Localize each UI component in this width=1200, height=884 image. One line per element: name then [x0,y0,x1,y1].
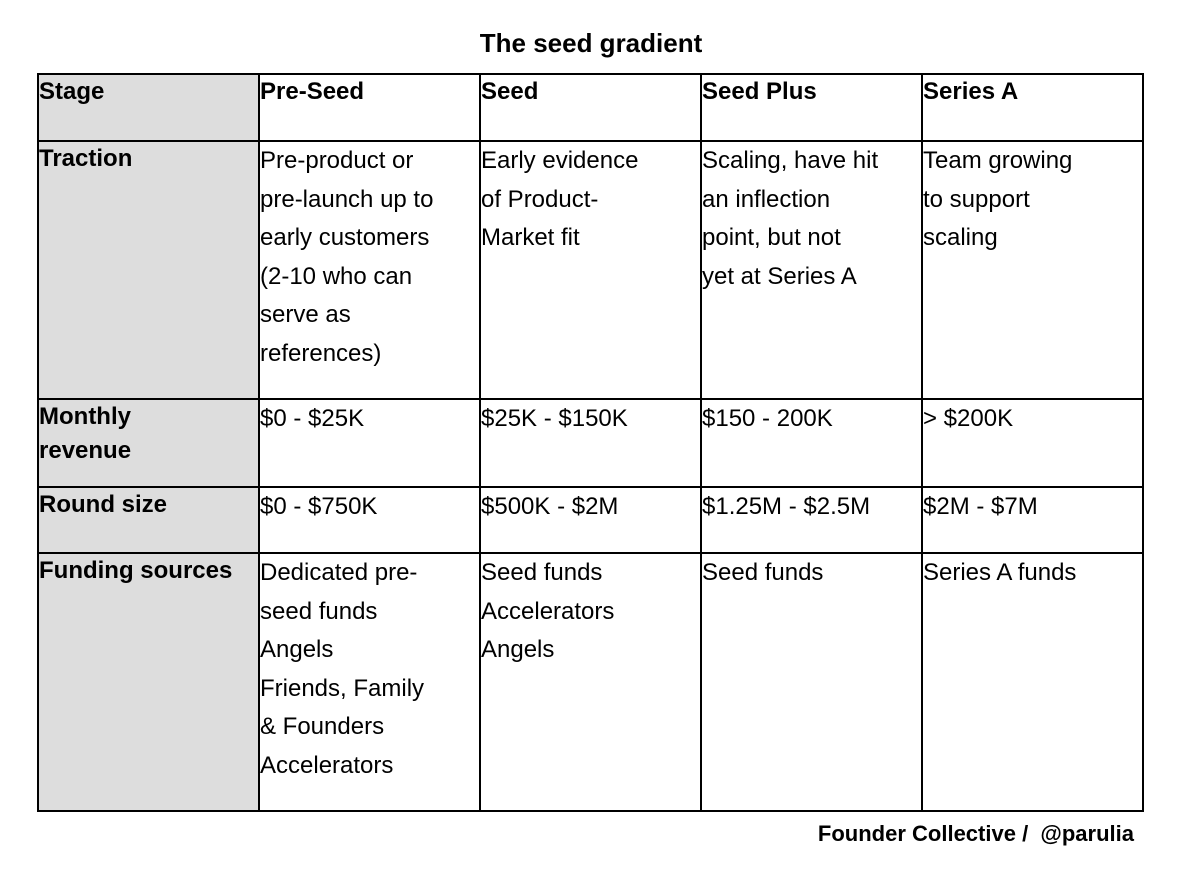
table-row-round-size [38,487,1143,553]
row-label-monthly-revenue [38,399,259,487]
cell-line: early customers [260,224,430,251]
column-header-pre-seed: Pre-Seed [259,74,480,141]
cell-line: yet at Series A [702,262,857,290]
cell-line: (2-10 who can [260,262,413,290]
row-label-line: Monthly [39,403,131,430]
cell-line: & Founders [260,713,385,740]
cell-line: $0 - $25K [260,405,365,432]
cell-line: Early evidence [481,147,639,174]
cell-line: $0 - $750K [260,493,378,520]
cell-line: $1.25M - $2.5M [702,493,871,520]
column-header-seed: Seed [480,74,701,141]
column-header-series-a: Series A [922,74,1143,141]
cell-line: > $200K [923,405,1014,432]
stage-row-label: Stage [38,74,259,141]
cell-line: Accelerators [481,597,615,625]
cell-line: Scaling, have hit [702,147,879,174]
funding-seed-plus [701,553,922,811]
row-label-round-size: Round size [38,487,259,553]
row-label-line: revenue [39,437,132,464]
cell-line: of Product- [481,185,599,213]
column-header-seed-plus: Seed Plus [701,74,922,141]
traction-pre-seed [259,141,480,399]
round-size-seed [480,487,701,553]
cell-line: $150 - 200K [702,405,833,432]
revenue-seed-plus [701,399,922,487]
cell-line: Seed funds [481,559,603,586]
row-label-traction: Traction [38,141,259,399]
cell-line: Accelerators [260,751,394,779]
cell-line: seed funds [260,597,378,625]
cell-line: an inflection [702,185,831,213]
cell-line: Dedicated pre- [260,559,418,586]
funding-series-a [922,553,1143,811]
cell-line: Market fit [481,224,580,251]
header-row [38,74,1143,141]
cell-line: Angels [481,636,555,663]
traction-series-a [922,141,1143,399]
page-title: The seed gradient [479,28,703,58]
cell-line: Angels [260,636,334,663]
funding-seed [480,553,701,811]
funding-pre-seed [259,553,480,811]
cell-line: $500K - $2M [481,493,619,520]
revenue-seed [480,399,701,487]
round-size-series-a [922,487,1143,553]
traction-seed [480,141,701,399]
row-label-funding-sources: Funding sources [38,553,259,811]
cell-line: $25K - $150K [481,405,628,432]
table-row-traction [38,141,1143,399]
cell-line: to support [923,185,1030,213]
credit-line: Founder Collective / @parulia [817,821,1134,846]
table-row-funding-sources [38,553,1143,811]
table-row-monthly-revenue [38,399,1143,487]
cell-line: $2M - $7M [923,493,1038,520]
round-size-pre-seed [259,487,480,553]
cell-line: serve as [260,301,351,328]
revenue-series-a [922,399,1143,487]
cell-line: Series A funds [923,559,1077,586]
round-size-seed-plus [701,487,922,553]
cell-line: Pre-product or [260,147,414,174]
cell-line: Friends, Family [260,674,425,702]
cell-line: Team growing [923,147,1073,174]
traction-seed-plus [701,141,922,399]
cell-line: Seed funds [702,559,824,586]
cell-line: point, but not [702,224,841,251]
cell-line: pre-launch up to [260,185,434,213]
cell-line: scaling [923,224,998,251]
seed-gradient-table [37,73,1144,812]
cell-line: references) [260,339,382,367]
revenue-pre-seed [259,399,480,487]
